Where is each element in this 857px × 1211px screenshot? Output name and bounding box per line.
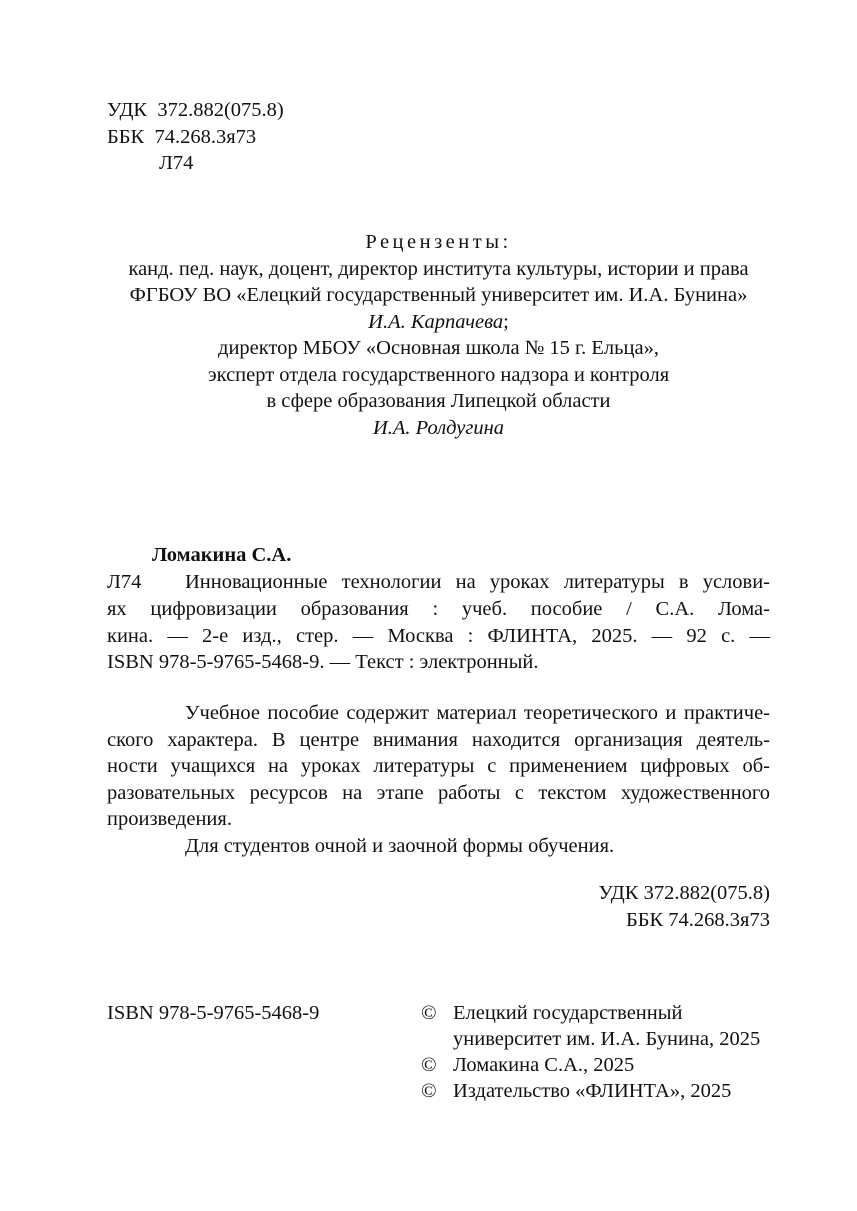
record-line: Инновационные технологии на уроках литературы в услови- [185, 571, 770, 593]
copyright-1-line2: университет им. И.А. Бунина, 2025 [453, 1028, 761, 1050]
separator: ; [503, 310, 509, 333]
udk-line [107, 97, 284, 124]
footer-codes [400, 880, 770, 933]
reviewer-2-name: И.А. Ролдугина [372, 416, 505, 439]
reviewer-2-name-line [0, 415, 857, 442]
reviewers-heading: Рецензенты: [365, 231, 512, 253]
reviewers-block [0, 229, 857, 441]
footer-udk: УДК 372.882(075.8) [598, 882, 770, 904]
footer-bbk: ББК 74.268.3я73 [625, 908, 770, 931]
isbn: ISBN 978-5-9765-5468-9 [107, 1002, 320, 1024]
udk-label: УДК [107, 99, 148, 121]
copyright-3: Издательство «ФЛИНТА», 2025 [453, 1080, 732, 1102]
author-mark: Л74 [159, 152, 194, 174]
reviewer-1-org: ФГБОУ ВО «Елецкий государственный университет им. И.А. Бунина» [129, 284, 748, 306]
abstract-line: разовательных ресурсов на этапе работы с текстом художественного [107, 782, 770, 804]
copyright-icon: © [421, 1054, 437, 1076]
record-mark: Л74 [107, 571, 142, 593]
bbk-label: ББК [107, 126, 145, 148]
reviewer-1-name-line [0, 309, 857, 336]
reviewer-2-region: в сфере образования Липецкой области [266, 390, 611, 412]
copyright-1-line1: Елецкий государственный [453, 1002, 683, 1024]
abstract-line: произведения. [107, 808, 232, 830]
bbk-code: 74.268.3я73 [154, 126, 257, 148]
record-line: ISBN 978-5-9765-5468-9. — Текст : электронный. [107, 651, 539, 673]
audience: Для студентов очной и заочной формы обучения. [185, 835, 615, 857]
abstract-line: ности учащихся на уроках литературы с применением цифровых об- [107, 755, 770, 777]
udk-code: 372.882(075.8) [157, 99, 284, 121]
record-author: Ломакина С.А. [152, 544, 292, 566]
copyright-2: Ломакина С.А., 2025 [453, 1054, 635, 1076]
copyright-icon: © [421, 1002, 437, 1024]
record-line: кина. — 2-е изд., стер. — Москва : ФЛИНТА, 2025. — 92 с. — [107, 625, 770, 647]
abstract-line: ского характера. В центре внимания находится организация деятель- [107, 729, 770, 751]
reviewer-2-position: директор МБОУ «Основная школа № 15 г. Ельца», [218, 337, 659, 359]
reviewer-1-name: И.А. Карпачева [368, 310, 504, 333]
abstract-line: Учебное пособие содержит материал теоретического и практиче- [185, 702, 770, 724]
record-line: ях цифровизации образования : учеб. пособие / С.А. Лома- [107, 598, 770, 620]
copyright-icon: © [421, 1080, 437, 1102]
reviewer-1-position: канд. пед. наук, доцент, директор института культуры, истории и права [128, 257, 749, 280]
reviewer-2-role: эксперт отдела государственного надзора и контроля [207, 363, 670, 386]
bbk-line [107, 124, 256, 151]
